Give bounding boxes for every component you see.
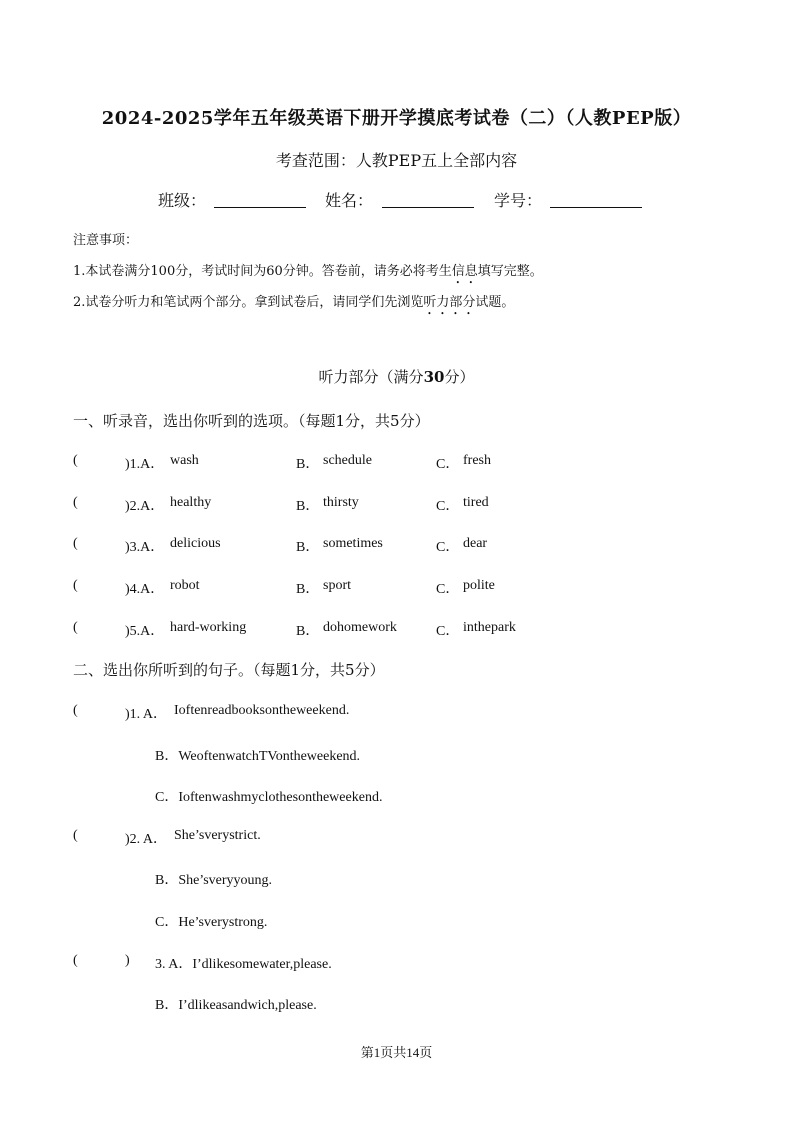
answer-paren-open: ( [73, 453, 78, 468]
part2-heading: 二、选出你所听到的句子。（每题1分，共5分） [73, 661, 385, 679]
option-a: hard-working [170, 620, 247, 635]
option-b: dohomework [323, 620, 397, 635]
option-a: She’sverystrict. [174, 828, 261, 843]
answer-paren-open: ( [73, 703, 78, 718]
option-c-label: C． [436, 582, 460, 597]
answer-paren-open: ( [73, 953, 78, 968]
option-c-label: C． [436, 499, 460, 514]
answer-paren-close: ) [125, 953, 130, 968]
listening-section-title [0, 366, 793, 387]
name-label: 姓名： [325, 191, 374, 210]
question-number: )3.A． [125, 540, 165, 555]
option-c: dear [463, 536, 488, 551]
notice-line-2 [73, 291, 514, 318]
listening-title-end: 分） [444, 368, 475, 386]
option-c: tired [463, 495, 489, 510]
notice-line-1 [73, 260, 543, 287]
question-number: )2. A． [125, 832, 167, 847]
option-b: sometimes [323, 536, 383, 551]
page-title: 2024-2025学年五年级英语下册开学摸底考试卷（二）（人教PEP版） [101, 108, 692, 129]
option-a: healthy [170, 495, 212, 510]
notice-line-2-emphasis: 听力部分 [423, 295, 476, 310]
question-number: )4.A． [125, 582, 165, 597]
option-c: inthepark [463, 620, 516, 635]
option-b-label: B． [296, 457, 320, 472]
option-c-label: C． [436, 457, 460, 472]
option-b: sport [323, 578, 351, 593]
option-c: C．Ioftenwashmyclothesontheweekend. [155, 790, 383, 805]
option-b-label: B． [296, 624, 320, 639]
option-c-label: C． [436, 624, 460, 639]
question-number: )1.A． [125, 457, 165, 472]
answer-paren-open: ( [73, 620, 78, 635]
notice-line-1-emphasis: 信息 [451, 264, 478, 279]
answer-paren-open: ( [73, 578, 78, 593]
option-b: B．I’dlikeasandwich,please. [155, 998, 317, 1013]
option-a: wash [170, 453, 199, 468]
question-number: )5.A． [125, 624, 165, 639]
option-a: Ioftenreadbooksontheweekend. [174, 703, 350, 718]
option-b: B．WeoftenwatchTVontheweekend. [155, 749, 361, 764]
notice-line-2-end: 试题。 [475, 295, 515, 310]
option-c: fresh [463, 453, 491, 468]
exam-scope: 考查范围：人教PEP五上全部内容 [275, 151, 518, 170]
option-b-label: B． [296, 499, 320, 514]
option-b-label: B． [296, 582, 320, 597]
answer-paren-open: ( [73, 495, 78, 510]
notice-line-1-end: 填写完整。 [477, 264, 543, 279]
question-number: )2.A． [125, 499, 165, 514]
answer-paren-open: ( [73, 536, 78, 551]
question-number: )1. A． [125, 707, 167, 722]
option-a: 3. A．I’dlikesomewater,please. [155, 957, 332, 972]
notice-line-2-text: 2.试卷分听力和笔试两个部分。拿到试卷后，请同学们先浏览 [73, 295, 424, 310]
class-field[interactable] [214, 207, 306, 208]
notice-line-1-text: 1.本试卷满分100分，考试时间为60分钟。答卷前，请务必将考生 [73, 264, 452, 279]
listening-title-text: 听力部分（满分 [318, 368, 424, 386]
option-c: polite [463, 578, 495, 593]
option-b-label: B． [296, 540, 320, 555]
option-b: B．She’sveryyoung. [155, 873, 273, 888]
page-number: 第1页共14页 [360, 1045, 433, 1060]
option-a: robot [170, 578, 200, 593]
option-c-label: C． [436, 540, 460, 555]
option-b: schedule [323, 453, 372, 468]
option-c: C．He’sverystrong. [155, 915, 268, 930]
option-b: thirsty [323, 495, 359, 510]
id-label: 学号： [494, 191, 543, 210]
part1-heading: 一、听录音，选出你听到的选项。（每题1分，共5分） [73, 412, 430, 430]
notice-heading: 注意事项： [73, 233, 139, 248]
answer-paren-open: ( [73, 828, 78, 843]
name-field[interactable] [382, 207, 474, 208]
student-id-field[interactable] [550, 207, 642, 208]
listening-total-score: 30 [423, 368, 445, 386]
option-a: delicious [170, 536, 221, 551]
class-label: 班级： [158, 191, 207, 210]
